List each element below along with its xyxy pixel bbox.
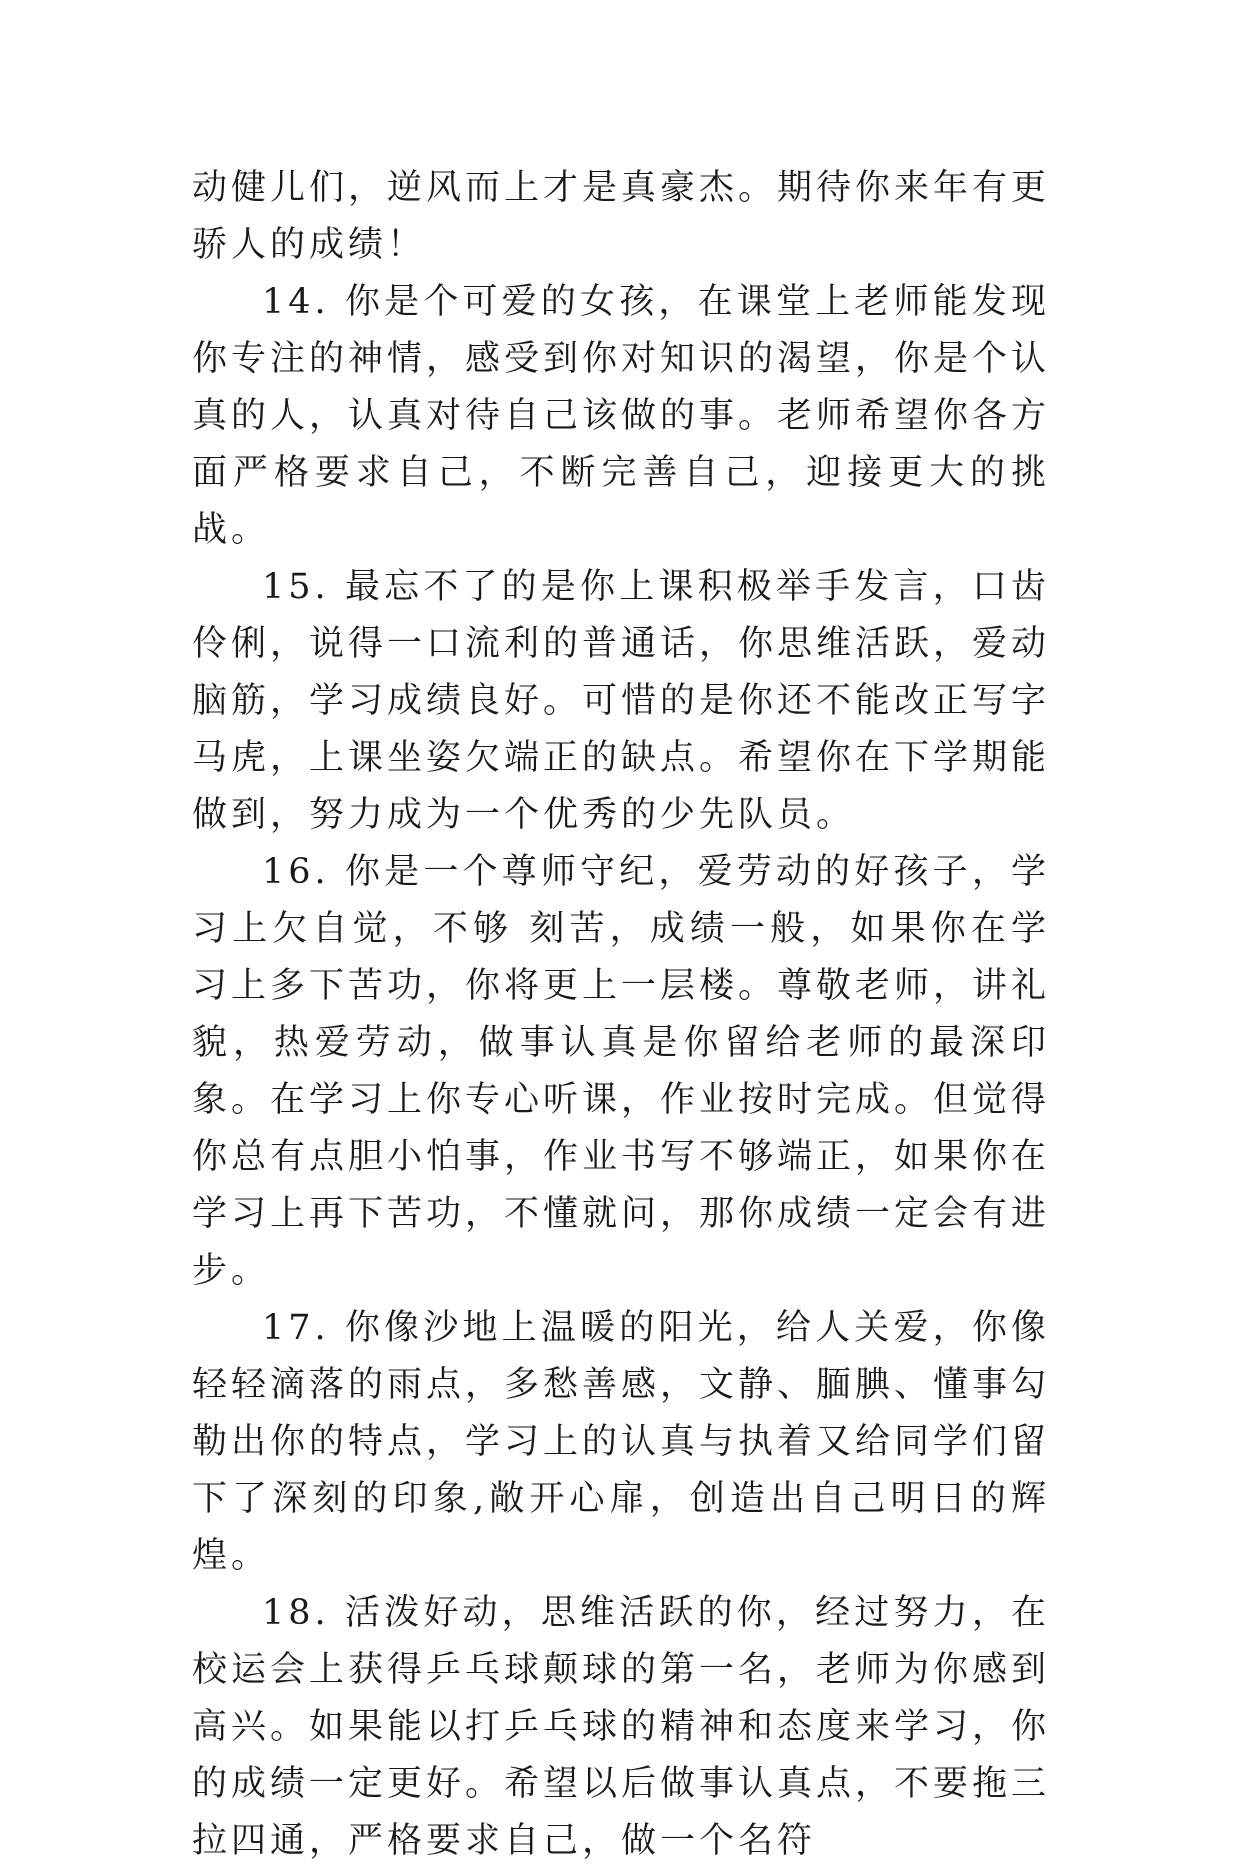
paragraph-14: 14. 你是个可爱的女孩，在课堂上老师能发现你专注的神情，感受到你对知识的渴望，你是个认真的人，认真对待自己该做的事。老师希望你各方面严格要求自己，不断完善自己，迎接更大的挑战。 <box>192 282 1051 550</box>
paragraph-18: 18. 活泼好动，思维活跃的你，经过努力，在校运会上获得乒乓球颠球的第一名，老师为你感到高兴。如果能以打乒乓球的精神和态度来学习，你的成绩一定更好。希望以后做事认真点，不要拖三拉四通，严格要求自己，做一个名符 <box>192 1593 1051 1861</box>
paragraph-13-continuation: 动健儿们，逆风而上才是真豪杰。期待你来年有更骄人的成绩！ <box>192 168 1051 265</box>
document-body <box>192 160 1050 1870</box>
paragraph-16: 16. 你是一个尊师守纪，爱劳动的好孩子，学习上欠自觉，不够 刻苦，成绩一般，如果你在学习上多下苦功，你将更上一层楼。尊敬老师，讲礼貌，热爱劳动，做事认真是你留给老师的最深印象。在学习上你专心听课，作业按时完成。但觉得你总有点胆小怕事，作业书写不够端正，如果你在学习上再下苦功，不懂就问，那你成绩一定会有进步。 <box>192 852 1051 1291</box>
paragraph-15: 15. 最忘不了的是你上课积极举手发言，口齿伶俐，说得一口流利的普通话，你思维活跃，爱动脑筋，学习成绩良好。可惜的是你还不能改正写字马虎，上课坐姿欠端正的缺点。希望你在下学期能做到，努力成为一个优秀的少先队员。 <box>192 567 1051 835</box>
paragraph-17: 17. 你像沙地上温暖的阳光，给人关爱，你像轻轻滴落的雨点，多愁善感，文静、腼腆、懂事勾勒出你的特点，学习上的认真与执着又给同学们留下了深刻的印象,敞开心扉，创造出自己明日的辉煌。 <box>192 1308 1051 1576</box>
